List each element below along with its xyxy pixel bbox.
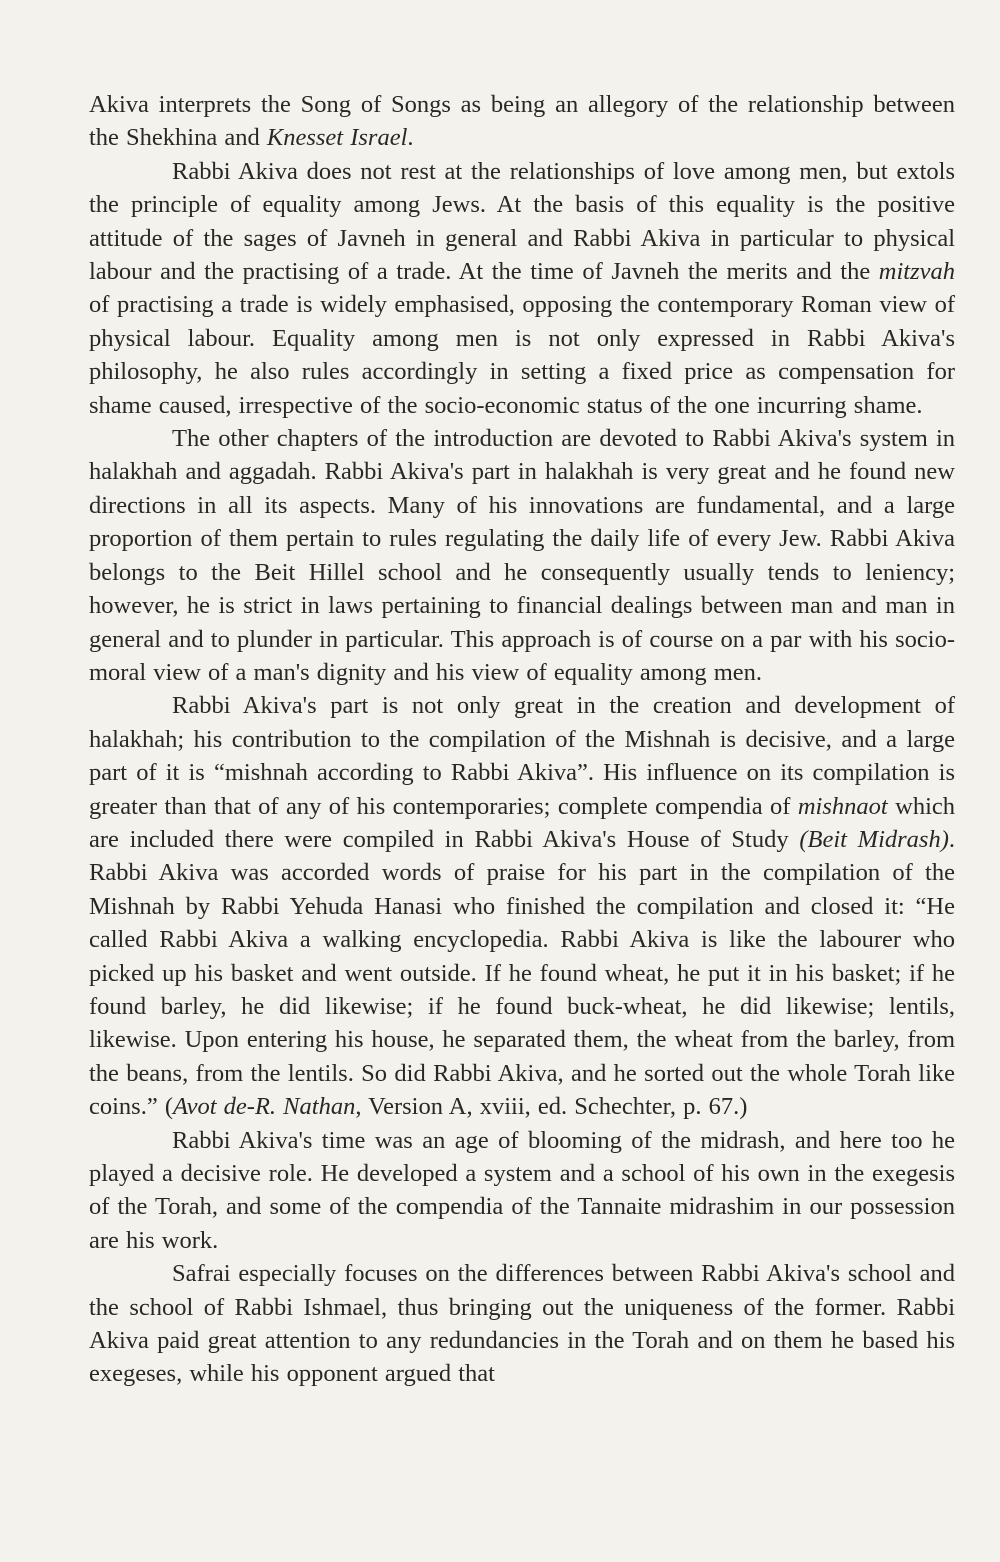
italic-term-mitzvah: mitzvah [878, 258, 955, 286]
paragraph-4 [89, 689, 955, 1123]
text-run: Akiva interprets the Song of Songs as being an allegory of the relationship between the Shekhina and [89, 91, 955, 152]
paragraph-5 [89, 1124, 955, 1258]
text-run: . [407, 124, 414, 152]
text-run: , Version A, xviii, ed. Schechter, p. 67.) [355, 1093, 748, 1121]
paragraph-6 [89, 1257, 955, 1391]
italic-term-beit-midrash: (Beit Midrash) [799, 825, 949, 853]
italic-term-knesset-israel: Knesset Israel [266, 124, 408, 152]
text-run: which are included there were compiled in Rabbi Akiva's House of Study [89, 792, 955, 853]
body-text [89, 88, 955, 1391]
paragraph-1 [89, 88, 955, 155]
text-run: Rabbi Akiva's time was an age of blooming of the midrash, and here too he played a decisive role. He developed a system and a school of his own in the exegesis of the Torah, and some of the compendia of the Tannaite midrashim in our possession are his work. [89, 1126, 955, 1254]
text-run: Rabbi Akiva's part is not only great in the creation and development of halakhah; his contribution to the compilation of the Mishnah is decisive, and a large part of it is “mishnah according to Rabbi Akiva”. His influence on its compilation is greater than that of any of his contemporaries; complete compendia of [89, 692, 955, 820]
text-run: Rabbi Akiva does not rest at the relationships of love among men, but extols the principle of equality among Jews. At the basis of this equality is the positive attitude of the sages of Javneh in general and Rabbi Akiva in particular to physical labour and the practising of a trade. At the time of Javneh the merits and the [89, 157, 955, 286]
italic-term-mishnaot: mishnaot [797, 792, 888, 820]
italic-citation-avot: Avot de-R. Nathan [173, 1093, 356, 1121]
text-run: of practising a trade is widely emphasised, opposing the contemporary Roman view of physical labour. Equality among men is not only expressed in Rabbi Akiva's philosophy, he also rules accordingly in setting a fixed price as compensation for shame caused, irrespective of the socio-economic status of the one incurring shame. [89, 291, 955, 419]
text-run: The other chapters of the introduction are devoted to Rabbi Akiva's system in halakhah and aggadah. Rabbi Akiva's part in halakhah is very great and he found new directions in all its aspects. Many of his innovations are fundamental, and a large proportion of them pertain to rules regulating the daily life of every Jew. Rabbi Akiva belongs to the Beit Hillel school and he consequently usually tends to leniency; however, he is strict in laws pertaining to financial dealings between man and man in general and to plunder in particular. This approach is of course on a par with his socio-moral view of a man's dignity and his view of equality among men. [89, 425, 955, 686]
text-run: Safrai especially focuses on the differences between Rabbi Akiva's school and the school of Rabbi Ishmael, thus bringing out the uniqueness of the former. Rabbi Akiva paid great attention to any redundancies in the Torah and on them he based his exegeses, while his opponent argued that [89, 1260, 955, 1388]
paragraph-2 [89, 155, 955, 422]
text-run: . Rabbi Akiva was accorded words of praise for his part in the compilation of the Mishnah by Rabbi Yehuda Hanasi who finished the compilation and closed it: “He called Rabbi Akiva a walking encyclopedia. Rabbi Akiva is like the labourer who picked up his basket and went outside. If he found wheat, he put it in his basket; if he found barley, he did likewise; if he found buck-wheat, he did likewise; lentils, likewise. Upon entering his house, he separated them, the wheat from the barley, from the beans, from the lentils. So did Rabbi Akiva, and he sorted out the whole Torah like coins.” ( [89, 825, 955, 1121]
paragraph-3 [89, 422, 955, 689]
